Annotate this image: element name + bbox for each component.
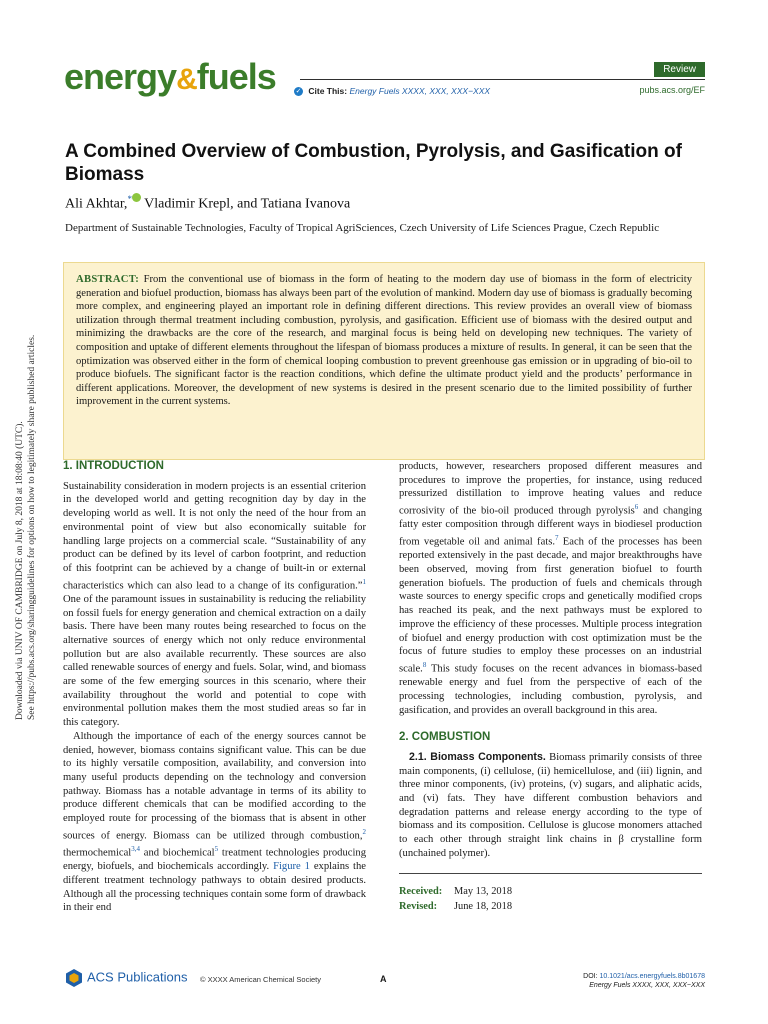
author-list	[65, 193, 350, 213]
ref-1[interactable]: 1	[362, 577, 366, 586]
right-column	[399, 460, 702, 914]
ref-2[interactable]: 2	[362, 827, 366, 836]
article-title: A Combined Overview of Combustion, Pyrolysis, and Gasification of Biomass	[65, 141, 682, 185]
authors-rest: Vladimir Krepl, and Tatiana Ivanova	[140, 196, 351, 212]
copyright: © XXXX American Chemical Society	[200, 975, 321, 984]
abstract-text: From the conventional use of biomass in the form of heating to the modern day use of biomass in the form of electricity generation and biofuel production, biomass has always been part of the evolution of mankind. Modern day use of biomass is gradually becoming more complex, and engineering played an important role in defining different directions. This review provides an overall view of biomass utilization through thermal treatment including combustion, pyrolysis, and gasification. Efficient use of biomass with the desired output and minimizing the drawbacks are the core of the research, and marginal focus is being held on developing new techniques. The variety of composition and uptake of different elements throughout the lifespan of biomass produces a mixture of results. In general, it can be seen that the optimization was observed either in the form of chemical looping combustion to prevent greenhouse gas emission or in upgrading of bio-oil to produce biofuels. The significant factor is the reaction conditions, which define the ultimate product yield and the products’ performance in different applications. Moreover, the development of new systems is desired in the present scenario due to the limited possibility of further improvement in the current systems.	[76, 274, 692, 408]
right-paragraph-1: products, however, researchers proposed different measures and procedures to improve the properties, for instance, using reduced pressurized distillation to improve heating values and reduce corrosivity of the bio-oil produced through pyrolysis$^6$ and changing fatty ester composition through different ways in biodiesel production from vegetable oil and animal fats.$^7$ Each of the processes has been reported extensively in the past decade, and major breakthroughs have been observed, moving from first generation biofuel to fourth generation biofuels. The production of fuels and chemicals through waste sources to energy specific crops and genetically modified crops has reached its peak, and the next pathways must be explored to improve the efficiency of these processes. Multiple process integration of biofuel and energy production with cost optimization must be the focus of future studies to employ these processes on an industrial scale.$^8$ This study focuses on the recent advances in biomass-based renewable energy and fuel from the perspective of each of the processing technologies, including combustion, pyrolysis, and gasification, and provides an overall background in this area.	[399, 461, 703, 716]
received-row: Received: May 13, 2018	[399, 885, 513, 897]
journal-logo[interactable]	[64, 56, 276, 98]
download-note	[14, 320, 38, 720]
ref-3-4[interactable]: 3,4	[131, 845, 140, 854]
section-heading-introduction: 1. INTRODUCTION	[63, 460, 164, 472]
download-note-line1: Downloaded via UNIV OF CAMBRIDGE on July 8, 2018 at 18:08:40 (UTC).	[15, 421, 25, 720]
article-type-badge: Review	[654, 62, 705, 77]
acs-publications-logo[interactable]	[64, 968, 187, 988]
download-note-line2[interactable]: See https://pubs.acs.org/sharingguidelines for options on how to legitimately share published articles.	[27, 334, 37, 720]
abstract-label: ABSTRACT:	[76, 274, 140, 285]
doi-label: DOI:	[583, 973, 600, 980]
ref-5[interactable]: 5	[214, 845, 219, 854]
cite-label: Cite This:	[308, 86, 348, 96]
ref-8[interactable]: 8	[422, 660, 427, 669]
page-footer	[0, 966, 768, 996]
left-column	[63, 460, 366, 915]
journal-reference: Energy Fuels XXXX, XXX, XXX−XXX	[589, 982, 705, 989]
acs-hex-icon	[64, 968, 84, 988]
page-number: A	[380, 974, 387, 984]
combustion-paragraph: 2.1. Biomass Components. Biomass primarily consists of three main components, (i) cellulose, (ii) hemicellulose, and (iii) lignin, and three minor components, (iv) proteins, (v) sugars, and aliphatic acids, and (vi) fats. They have different combustion behaviors and degradation patterns and release energy according to the type of biomass and its composition. Cellulose is glucose monomers attached to each other through straight link chains in β crystalline form (unchained polymer).	[399, 750, 702, 859]
revised-row: Revised: June 18, 2018	[399, 900, 513, 912]
cite-icon: ✓	[295, 88, 302, 96]
abstract-box	[63, 262, 705, 460]
journal-site-link[interactable]: pubs.acs.org/EF	[639, 85, 705, 95]
publisher-name: ACS Publications	[87, 969, 188, 985]
history-dates	[399, 873, 702, 914]
header-divider	[300, 79, 705, 80]
intro-paragraph-1: Sustainability consideration in modern projects is an essential criterion in the developed world and getting recognition day by day in the developing world as well. It is not only the need of the hour from an environmental point of view but also economically suitable for handling large projects on a commercial scale. “Sustainability of any product can be defined by its level of carbon footprint, and reduction of this footprint can be achieved by a change of built-in or external characteristics which can also lead to a change of its configuration.”$^1$ One of the paramount issues in sustainability is reducing the reliability on fossil fuels for energy generation and chemical extraction on a daily basis. There have been many routes being researched to focus on the alternative sources of energy which not only reduce environmental pollution but are also available recurrently. These sources are also called renewable sources of energy and fuels. Solar, wind, and biomass are some of the few emerging sources in this scenario, where their availability throughout the world and potential to cope with environmental pollution makes them the most studied areas so far in this category.	[63, 480, 366, 729]
orcid-icon[interactable]	[132, 193, 141, 202]
author-1[interactable]: Ali Akhtar,	[65, 196, 128, 212]
logo-amp: &	[176, 63, 197, 96]
cite-reference[interactable]: Energy Fuels XXXX, XXX, XXX−XXX	[349, 86, 491, 96]
figure-1-link[interactable]: Figure 1	[273, 861, 310, 873]
logo-part2: fuels	[196, 56, 276, 97]
ref-6[interactable]: 6	[634, 503, 639, 512]
subsection-heading-biomass-components: 2.1. Biomass Components.	[409, 750, 546, 763]
section-heading-combustion: 2. COMBUSTION	[399, 731, 491, 744]
doi-block	[583, 972, 705, 990]
cite-this[interactable]	[294, 86, 490, 96]
ref-7[interactable]: 7	[554, 534, 559, 543]
doi-link[interactable]: 10.1021/acs.energyfuels.8b01678	[599, 973, 705, 980]
logo-part1: energy	[64, 56, 177, 97]
corresponding-mark[interactable]: *	[127, 194, 132, 204]
affiliation: Department of Sustainable Technologies, Faculty of Tropical AgriSciences, Czech University of Life Sciences Prague, Czech Republic	[65, 222, 660, 234]
intro-paragraph-2: Although the importance of each of the energy sources cannot be denied, however, biomass contains significant value. This can be due to its highly versatile composition, availability, and conversion into many useful products depending on the technology and conversion pathway. Biomass has a notable advantage in terms of its ability to produce different chemicals that can be modified according to the employed route for processing of the biomass that is absent in other sources of energy. Biomass can be utilized through combustion,$^2$ thermochemical$^{3,4}$ and biochemical$^5$ treatment technologies producing energy, biofuels, and biochemicals accordingly. Figure 1 explains the different treatment technology pathways to obtain desired products. Although all the processing techniques contain some form of drawback in their end	[63, 730, 366, 914]
